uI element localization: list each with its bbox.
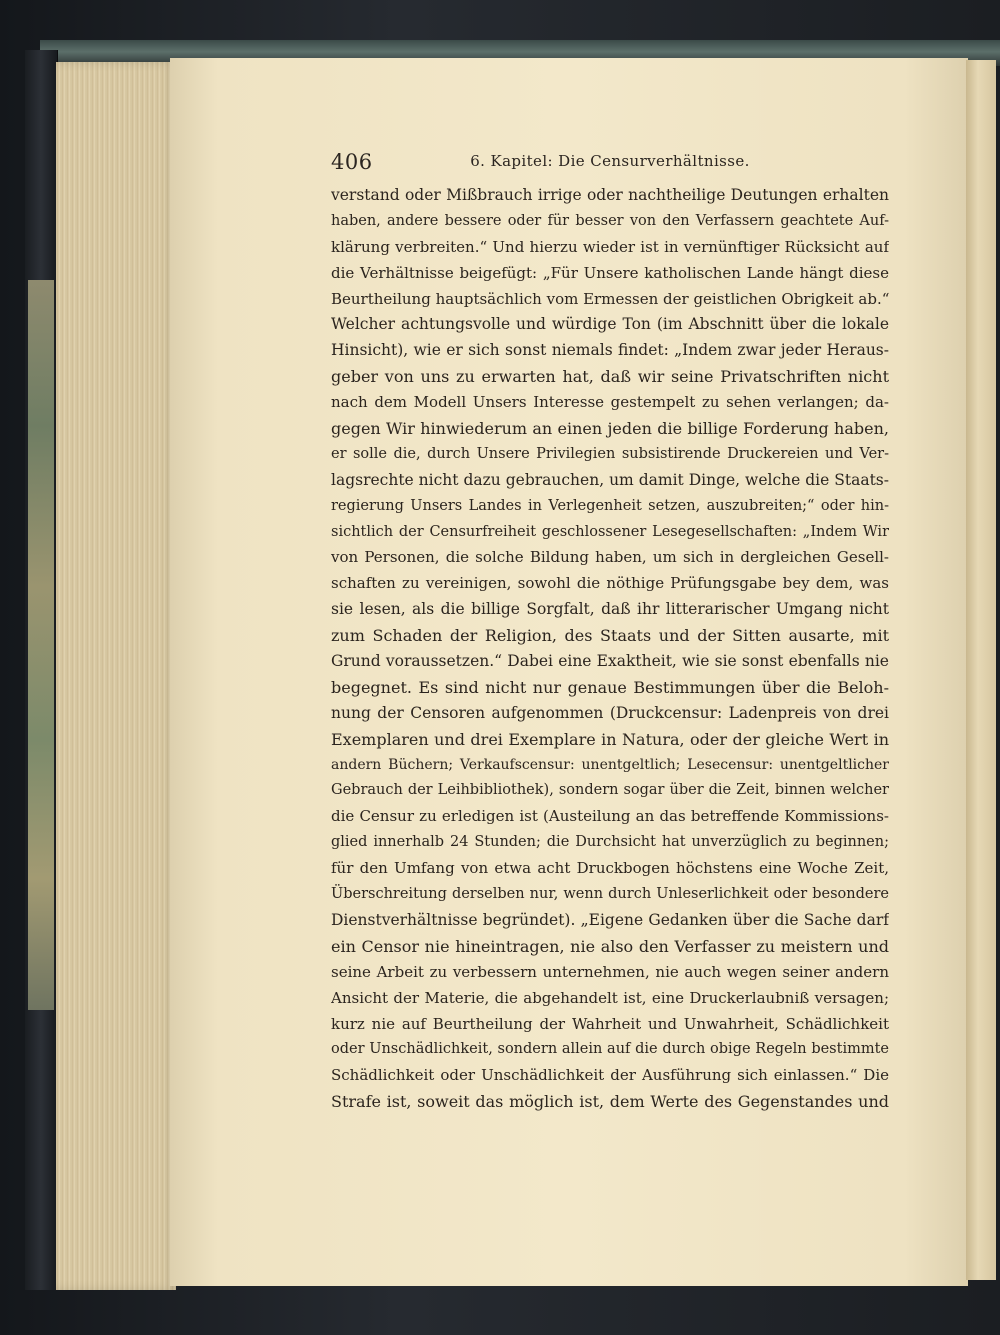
body-text [331, 183, 889, 1115]
text-line: geber von uns zu erwarten hat, daß wir seine Privatschriften nicht [331, 367, 889, 387]
text-line: Welcher achtungsvolle und würdige Ton (im Abschnitt über die lokale [331, 315, 889, 334]
text-line: Strafe ist, soweit das möglich ist, dem Werte des Gegenstandes und [331, 1092, 889, 1112]
text-line: Überschreitung derselben nur, wenn durch Unleserlichkeit oder besondere [331, 886, 889, 903]
text-line: seine Arbeit zu verbessern unternehmen, nie auch wegen seiner andern [331, 962, 889, 981]
text-line: gegen Wir hinwiederum an einen jeden die billige Forderung haben, [331, 419, 889, 439]
text-line: Ansicht der Materie, die abgehandelt ist, eine Druckerlaubniß versagen; [331, 988, 889, 1007]
text-line: schaften zu vereinigen, sowohl die nöthige Prüfungsgabe bey dem, was [331, 574, 889, 593]
page-number: 406 [331, 150, 373, 174]
text-line: von Personen, die solche Bildung haben, um sich in dergleichen Gesell- [331, 548, 889, 567]
text-line: Dienstverhältnisse begründet). „Eigene Gedanken über die Sache darf [331, 910, 889, 929]
page-edges [56, 62, 176, 1290]
text-line: sichtlich der Censurfreiheit geschlossener Lesegesellschaften: „Indem Wir [331, 523, 889, 540]
page-header [331, 148, 889, 178]
text-line: begegnet. Es sind nicht nur genaue Bestimmungen über die Beloh- [331, 677, 889, 697]
text-line: Gebrauch der Leihbibliothek), sondern sogar über die Zeit, binnen welcher [331, 782, 889, 799]
text-line: die Censur zu erledigen ist (Austeilung an das betreffende Kommissions- [331, 807, 889, 826]
text-line: für den Umfang von etwa acht Druckbogen höchstens eine Woche Zeit, [331, 859, 889, 878]
text-line: haben, andere bessere oder für besser von den Verfassern geachtete Auf- [331, 212, 889, 229]
text-line: nach dem Modell Unsers Interesse gestempelt zu sehen verlangen; da- [331, 393, 889, 412]
text-line: oder Unschädlichkeit, sondern allein auf die durch obige Regeln bestimmte [331, 1041, 889, 1058]
text-line: regierung Unsers Landes in Verlegenheit setzen, auszubreiten;“ oder hin- [331, 497, 889, 514]
text-line: er solle die, durch Unsere Privilegien subsistirende Druckereien und Ver- [331, 445, 889, 462]
text-line: glied innerhalb 24 Stunden; die Durchsicht hat unverzüglich zu beginnen; [331, 834, 889, 851]
text-line: andern Büchern; Verkaufscensur: unentgeltlich; Lesecensur: unentgeltlicher [331, 756, 889, 773]
running-head: 6. Kapitel: Die Censurverhältnisse. [470, 152, 750, 170]
text-line: lagsrechte nicht dazu gebrauchen, um damit Dinge, welche die Staats- [331, 470, 889, 489]
text-line: klärung verbreiten.“ Und hierzu wieder ist in vernünftiger Rücksicht auf [331, 237, 889, 256]
text-line: Exemplaren und drei Exemplare in Natura, oder der gleiche Wert in [331, 729, 889, 749]
text-line: nung der Censoren aufgenommen (Druckcensur: Ladenpreis von drei [331, 703, 889, 722]
text-line: die Verhältnisse beigefügt: „Für Unsere katholischen Lande hängt diese [331, 263, 889, 282]
text-line: verstand oder Mißbrauch irrige oder nachtheilige Deutungen erhalten [331, 186, 889, 204]
marbled-endpaper [28, 280, 54, 1010]
text-line: kurz nie auf Beurtheilung der Wahrheit und Unwahrheit, Schädlichkeit [331, 1014, 889, 1033]
text-line: Hinsicht), wie er sich sonst niemals findet: „Indem zwar jeder Heraus- [331, 341, 889, 360]
text-line: Grund voraussetzen.“ Dabei eine Exaktheit, wie sie sonst ebenfalls nie [331, 652, 889, 671]
text-line: Schädlichkeit oder Unschädlichkeit der Ausführung sich einlassen.“ Die [331, 1066, 889, 1085]
text-line: zum Schaden der Religion, des Staats und der Sitten ausarte, mit [331, 626, 889, 646]
text-line: ein Censor nie hineintragen, nie also den Verfasser zu meistern und [331, 936, 889, 956]
text-line: sie lesen, als die billige Sorgfalt, daß ihr litterarischer Umgang nicht [331, 600, 889, 619]
facing-page-edge [966, 60, 996, 1280]
text-line: Beurtheilung hauptsächlich vom Ermessen der geistlichen Obrigkeit ab.“ [331, 289, 889, 308]
